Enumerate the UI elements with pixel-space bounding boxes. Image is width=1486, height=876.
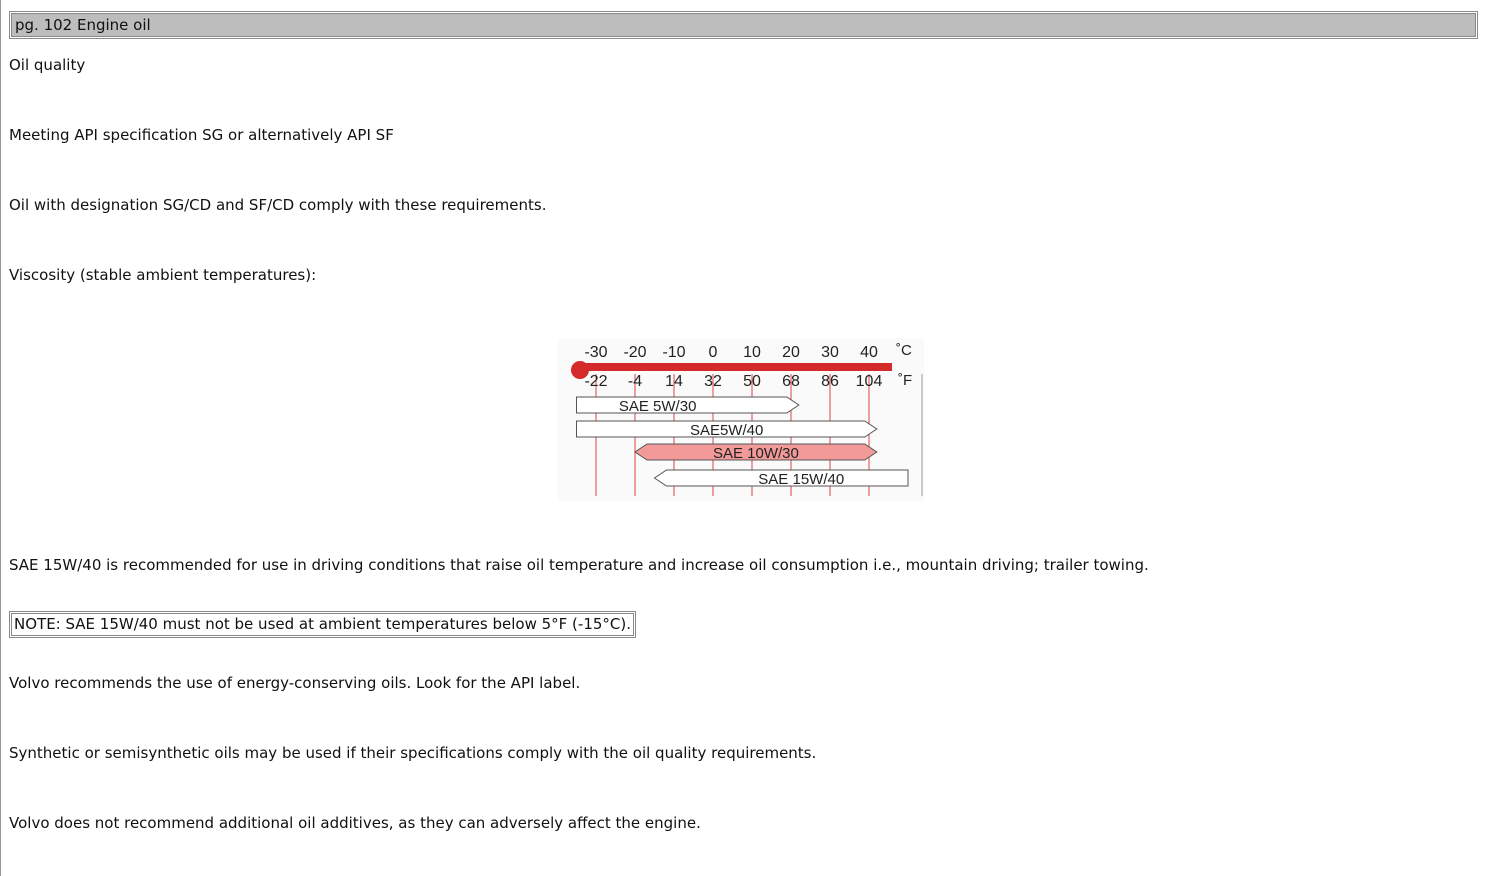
page-title: pg. 102 Engine oil [11,13,1476,37]
api-spec-text: Meeting API specification SG or alternatively API SF [9,126,394,144]
viscosity-heading: Viscosity (stable ambient temperatures): [9,266,317,284]
fahrenheit-ticks [584,373,882,390]
left-edge [0,0,1,876]
designation-text: Oil with designation SG/CD and SF/CD comply with these requirements. [9,196,547,214]
heading-oil-quality: Oil quality [9,56,86,74]
energy-text: Volvo recommends the use of energy-conserving oils. Look for the API label. [9,674,581,692]
viscosity-band-label: SAE5W/40 [689,422,764,439]
celsius-unit: ˚C [896,342,912,359]
synthetic-text: Synthetic or semisynthetic oils may be used if their specifications comply with the oil quality requirements. [9,744,817,762]
section-header [9,11,1478,39]
fahrenheit-tick-label: 14 [665,373,683,390]
fahrenheit-unit: ˚F [898,372,913,389]
celsius-tick-label: -30 [584,344,608,361]
celsius-tick-label: -10 [662,344,686,361]
fahrenheit-tick-label: 104 [855,373,883,390]
recommendation-text: SAE 15W/40 is recommended for use in driving conditions that raise oil temperature and increase oil consumption i.e., mountain driving; trailer towing. [9,556,1149,574]
viscosity-band-label: SAE 10W/30 [712,445,799,462]
viscosity-band-label: SAE 5W/30 [618,398,697,415]
celsius-tick-label: 20 [782,344,800,361]
fahrenheit-tick-label: 32 [704,373,722,390]
fahrenheit-tick-label: 86 [821,373,839,390]
thermometer-bar [576,363,892,371]
celsius-tick-label: 10 [743,344,761,361]
celsius-tick-label: 0 [708,344,718,361]
fahrenheit-tick-label: 68 [782,373,800,390]
celsius-tick-label: 30 [821,344,839,361]
fahrenheit-tick-label: -22 [584,373,608,390]
viscosity-band-label: SAE 15W/40 [758,471,845,488]
viscosity-chart [558,338,924,502]
celsius-tick-label: 40 [860,344,878,361]
additives-text: Volvo does not recommend additional oil additives, as they can adversely affect the engine. [9,814,701,832]
note-box [9,611,636,638]
viscosity-bands [577,397,909,488]
fahrenheit-tick-label: 50 [743,373,761,390]
note-text: NOTE: SAE 15W/40 must not be used at ambient temperatures below 5°F (-15°C). [11,613,634,636]
fahrenheit-tick-label: -4 [627,373,643,390]
celsius-tick-label: -20 [623,344,647,361]
celsius-ticks [584,344,878,361]
